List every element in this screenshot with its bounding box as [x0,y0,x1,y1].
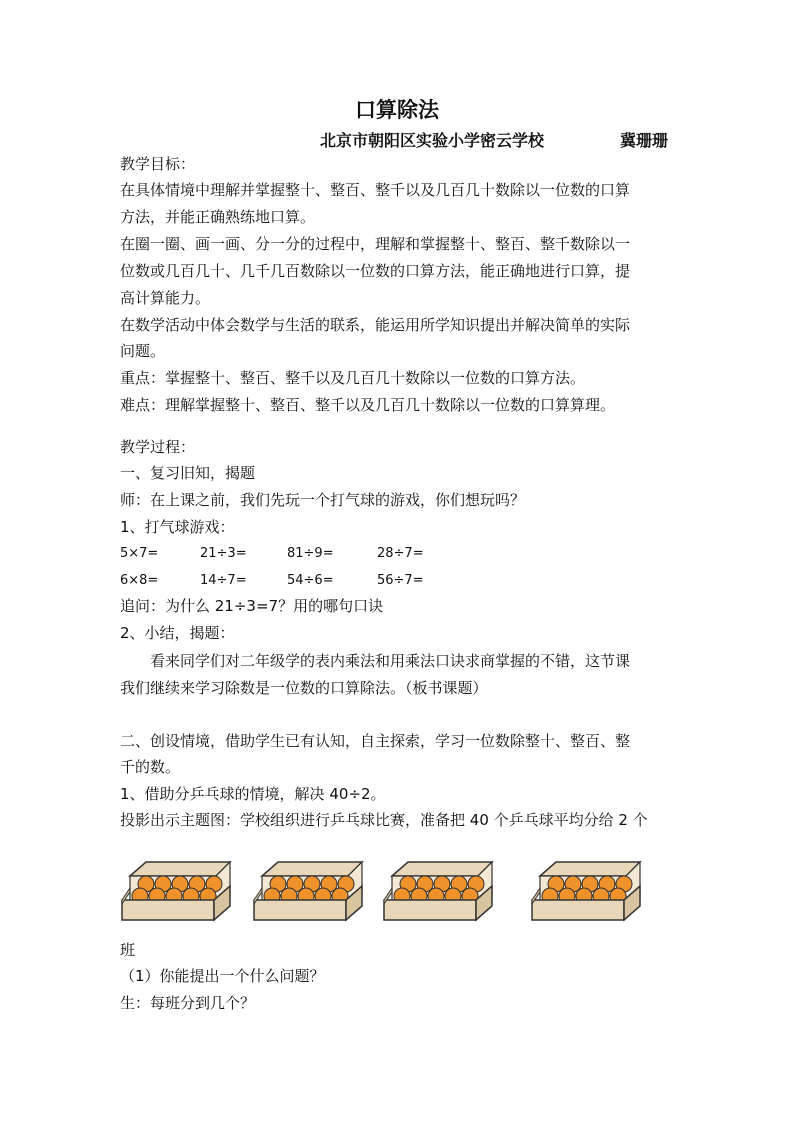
section-heading: 二、创设情境，借助学生已有认知，自主探索，学习一位数除整十、整百、整 [120,732,631,750]
ball-box [122,862,230,920]
calc-item: 54÷6= [287,573,334,588]
text-line: 生：每班分到几个？ [120,994,256,1012]
calc-item: 56÷7= [377,573,424,588]
page-title: 口算除法 [355,97,439,122]
school-name: 北京市朝阳区实验小学密云学校 [320,131,545,150]
calc-item: 28÷7= [377,546,424,561]
author-name: 冀珊珊 [620,131,669,150]
text-line: 追问：为什么 21÷3=7？用的哪句口诀 [120,597,384,615]
text-line: 1、打气球游戏： [120,518,235,536]
text-line: 投影出示主题图：学校组织进行乒乓球比赛，准备把 40 个乒乓球平均分给 2 个 [120,811,648,829]
calc-item: 6×8= [120,573,159,588]
ball-box [384,862,492,920]
ping-pong-boxes-image [118,858,678,930]
text-line: 班 [120,941,136,959]
section-heading: 教学过程： [120,438,196,456]
text-line: 在数学活动中体会数学与生活的联系，能运用所学知识提出并解决简单的实际 [120,316,631,334]
section-heading: 一、复习旧知，揭题 [120,464,256,482]
calc-item: 5×7= [120,546,159,561]
ball-box [254,862,362,920]
author-line [320,128,669,151]
text-line: （1）你能提出一个什么问题？ [120,967,325,985]
text-line: 在具体情境中理解并掌握整十、整百、整千以及几百几十数除以一位数的口算 [120,181,631,199]
text-line: 在圈一圈、画一画、分一分的过程中，理解和掌握整十、整百、整千数除以一 [120,235,631,253]
calc-item: 81÷9= [287,546,334,561]
ping-pong-boxes-figure [118,858,678,930]
text-line: 教学目标： [120,155,196,173]
text-line: 我们继续来学习除数是一位数的口算除法。（板书课题） [120,679,488,697]
text-line: 1、借助分乒乓球的情境，解决 40÷2。 [120,785,386,803]
calc-item: 14÷7= [200,573,247,588]
text-line: 方法，并能正确熟练地口算。 [120,208,316,226]
ball-box [532,862,640,920]
text-line: 2、小结，揭题： [120,624,235,642]
text-line: 位数或几百几十、几千几百数除以一位数的口算方法，能正确地进行口算，提 [120,262,631,280]
text-line: 高计算能力。 [120,289,211,307]
text-line: 问题。 [120,342,166,360]
text-line: 难点：理解掌握整十、整百、整千以及几百几十数除以一位数的口算算理。 [120,396,616,414]
text-line: 看来同学们对二年级学的表内乘法和用乘法口诀求商掌握的不错，这节课 [150,652,631,670]
text-line: 师：在上课之前，我们先玩一个打气球的游戏，你们想玩吗？ [120,491,526,509]
calc-item: 21÷3= [200,546,247,561]
text-line: 千的数。 [120,758,181,776]
text-line: 重点：掌握整十、整百、整千以及几百几十数除以一位数的口算方法。 [120,369,586,387]
